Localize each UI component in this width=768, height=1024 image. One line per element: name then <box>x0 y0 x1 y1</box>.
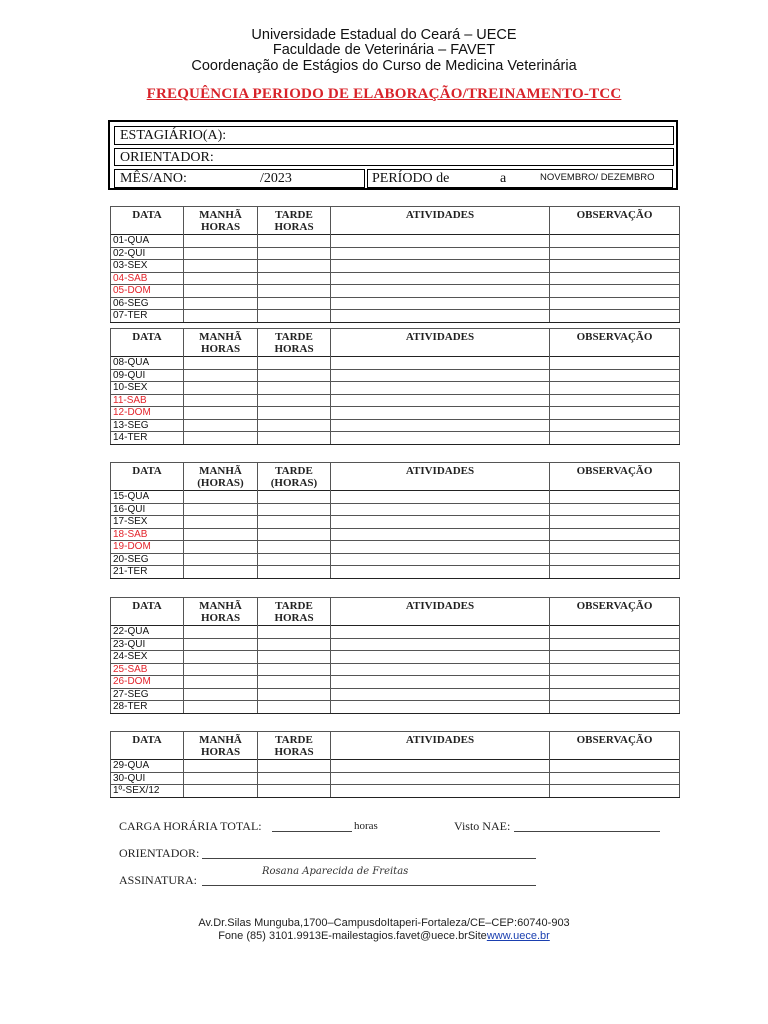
table-header-row <box>111 598 680 626</box>
manha-hours-cell[interactable] <box>184 285 258 298</box>
data-column-header <box>111 207 184 235</box>
table-row <box>111 382 680 395</box>
observacao-cell[interactable] <box>550 760 680 773</box>
day-label: 1º-SEX/12 <box>111 785 184 798</box>
header-label: OBSERVAÇÃO <box>576 209 653 221</box>
day-label: 10-SEX <box>111 382 184 395</box>
manha-hours-cell[interactable] <box>184 772 258 785</box>
manha-column-header <box>184 598 258 626</box>
tarde-hours-cell[interactable] <box>258 272 331 285</box>
tarde-hours-cell[interactable] <box>258 663 331 676</box>
atividades-cell[interactable] <box>331 382 550 395</box>
day-label: 13-SEG <box>111 419 184 432</box>
atividades-cell[interactable] <box>331 566 550 579</box>
atividades-cell[interactable] <box>331 235 550 248</box>
header-label: DATA <box>132 209 162 221</box>
tarde-hours-cell[interactable] <box>258 247 331 260</box>
manha-hours-cell[interactable] <box>184 688 258 701</box>
manha-hours-cell[interactable] <box>184 235 258 248</box>
periodo-a-label: a <box>500 171 507 186</box>
address-line: Av.Dr.Silas Munguba,1700–CampusdoItaperi-Fortaleza/CE–CEP:60740-903 <box>198 917 570 929</box>
faculty-name: Faculdade de Veterinária – FAVET <box>272 42 496 58</box>
periodo-field[interactable] <box>367 169 673 188</box>
table-row <box>111 432 680 445</box>
observacao-cell[interactable] <box>550 407 680 420</box>
manha-hours-cell[interactable] <box>184 432 258 445</box>
manha-hours-cell[interactable] <box>184 272 258 285</box>
manha-hours-cell[interactable] <box>184 491 258 504</box>
atividades-cell[interactable] <box>331 785 550 798</box>
table-row <box>111 760 680 773</box>
day-label: 19-DOM <box>111 541 184 554</box>
manha-hours-cell[interactable] <box>184 516 258 529</box>
header-label: HORAS <box>274 221 314 233</box>
atividades-cell[interactable] <box>331 701 550 714</box>
atividades-cell[interactable] <box>331 310 550 323</box>
table-row <box>111 285 680 298</box>
atividades-cell[interactable] <box>331 357 550 370</box>
table-row <box>111 785 680 798</box>
manha-hours-cell[interactable] <box>184 676 258 689</box>
tarde-hours-cell[interactable] <box>258 369 331 382</box>
header-label: DATA <box>132 734 162 746</box>
tarde-hours-cell[interactable] <box>258 432 331 445</box>
atividades-cell[interactable] <box>331 419 550 432</box>
phone-email: Fone (85) 3101.9913E-mailestagios.favet@uece.brSite <box>218 930 487 942</box>
manha-hours-cell[interactable] <box>184 382 258 395</box>
observacao-column-header <box>550 463 680 491</box>
atividades-column-header <box>331 598 550 626</box>
table-row <box>111 566 680 579</box>
table-row <box>111 394 680 407</box>
observacao-cell[interactable] <box>550 553 680 566</box>
day-label: 01-QUA <box>111 235 184 248</box>
atividades-cell[interactable] <box>331 297 550 310</box>
header-label: HORAS <box>200 221 241 233</box>
week-table <box>110 206 680 323</box>
atividades-cell[interactable] <box>331 407 550 420</box>
day-label: 21-TER <box>111 566 184 579</box>
atividades-cell[interactable] <box>331 516 550 529</box>
table-header-row <box>111 463 680 491</box>
day-label: 23-QUI <box>111 638 184 651</box>
tarde-hours-cell[interactable] <box>258 701 331 714</box>
day-label: 08-QUA <box>111 357 184 370</box>
manha-hours-cell[interactable] <box>184 638 258 651</box>
day-label: 12-DOM <box>111 407 184 420</box>
header-label: OBSERVAÇÃO <box>576 600 653 612</box>
observacao-column-header <box>550 732 680 760</box>
tarde-hours-cell[interactable] <box>258 651 331 664</box>
day-label: 05-DOM <box>111 285 184 298</box>
day-label: 03-SEX <box>111 260 184 273</box>
orientador-input-line[interactable] <box>202 847 536 859</box>
identification-box <box>108 120 678 190</box>
manha-hours-cell[interactable] <box>184 553 258 566</box>
manha-hours-cell[interactable] <box>184 663 258 676</box>
atividades-cell[interactable] <box>331 626 550 639</box>
header-label: TARDE <box>275 331 313 343</box>
observacao-cell[interactable] <box>550 235 680 248</box>
atividades-cell[interactable] <box>331 528 550 541</box>
table-row <box>111 310 680 323</box>
manha-hours-cell[interactable] <box>184 701 258 714</box>
observacao-cell[interactable] <box>550 419 680 432</box>
table-row <box>111 357 680 370</box>
tarde-hours-cell[interactable] <box>258 260 331 273</box>
manha-column-header <box>184 463 258 491</box>
tarde-column-header <box>258 207 331 235</box>
page-title: FREQUÊNCIA PERIODO DE ELABORAÇÃO/TREINAMENTO-TCC <box>146 86 622 102</box>
observacao-column-header <box>550 598 680 626</box>
header-label: ATIVIDADES <box>405 209 475 221</box>
tarde-hours-cell[interactable] <box>258 382 331 395</box>
header-label: (HORAS) <box>270 477 318 489</box>
header-label: MANHÃ <box>199 600 242 612</box>
tarde-hours-cell[interactable] <box>258 785 331 798</box>
manha-column-header <box>184 732 258 760</box>
header-label: OBSERVAÇÃO <box>576 734 653 746</box>
tarde-hours-cell[interactable] <box>258 566 331 579</box>
data-column-header <box>111 598 184 626</box>
atividades-cell[interactable] <box>331 272 550 285</box>
header-label: HORAS <box>274 746 314 758</box>
manha-hours-cell[interactable] <box>184 419 258 432</box>
observacao-cell[interactable] <box>550 638 680 651</box>
manha-hours-cell[interactable] <box>184 369 258 382</box>
observacao-cell[interactable] <box>550 285 680 298</box>
table-row <box>111 235 680 248</box>
manha-hours-cell[interactable] <box>184 260 258 273</box>
estagiario-field[interactable] <box>114 126 674 145</box>
atividades-cell[interactable] <box>331 432 550 445</box>
header-label: HORAS <box>200 343 241 355</box>
manha-hours-cell[interactable] <box>184 297 258 310</box>
assinatura-label: ASSINATURA: <box>119 873 198 887</box>
manha-hours-cell[interactable] <box>184 566 258 579</box>
atividades-cell[interactable] <box>331 676 550 689</box>
observacao-cell[interactable] <box>550 272 680 285</box>
carga-label: CARGA HORÁRIA TOTAL: <box>119 819 262 833</box>
tarde-hours-cell[interactable] <box>258 772 331 785</box>
table-row <box>111 638 680 651</box>
atividades-cell[interactable] <box>331 688 550 701</box>
table-row <box>111 272 680 285</box>
header-label: ATIVIDADES <box>405 600 475 612</box>
day-label: 04-SAB <box>111 272 184 285</box>
handwritten-signature: Rosana Aparecida de Freitas <box>262 866 409 877</box>
table-row <box>111 407 680 420</box>
day-label: 20-SEG <box>111 553 184 566</box>
header-label: TARDE <box>275 209 313 221</box>
day-label: 28-TER <box>111 701 184 714</box>
tarde-column-header <box>258 732 331 760</box>
atividades-cell[interactable] <box>331 772 550 785</box>
header-label: (HORAS) <box>197 477 244 489</box>
atividades-cell[interactable] <box>331 285 550 298</box>
atividades-column-header <box>331 329 550 357</box>
tarde-hours-cell[interactable] <box>258 503 331 516</box>
manha-hours-cell[interactable] <box>184 760 258 773</box>
day-label: 17-SEX <box>111 516 184 529</box>
day-label: 06-SEG <box>111 297 184 310</box>
atividades-cell[interactable] <box>331 541 550 554</box>
tarde-hours-cell[interactable] <box>258 638 331 651</box>
tarde-hours-cell[interactable] <box>258 676 331 689</box>
header-label: ATIVIDADES <box>405 734 475 746</box>
tarde-hours-cell[interactable] <box>258 553 331 566</box>
day-label: 29-QUA <box>111 760 184 773</box>
header-label: MANHÃ <box>199 331 242 343</box>
atividades-cell[interactable] <box>331 260 550 273</box>
atividades-cell[interactable] <box>331 491 550 504</box>
observacao-cell[interactable] <box>550 247 680 260</box>
tarde-hours-cell[interactable] <box>258 235 331 248</box>
manha-hours-cell[interactable] <box>184 247 258 260</box>
day-label: 18-SAB <box>111 528 184 541</box>
day-label: 30-QUI <box>111 772 184 785</box>
tarde-hours-cell[interactable] <box>258 688 331 701</box>
header-label: OBSERVAÇÃO <box>576 465 653 477</box>
site-link[interactable]: www.uece.br <box>486 930 550 942</box>
tarde-hours-cell[interactable] <box>258 491 331 504</box>
observacao-cell[interactable] <box>550 626 680 639</box>
tarde-hours-cell[interactable] <box>258 760 331 773</box>
tarde-hours-cell[interactable] <box>258 528 331 541</box>
manha-hours-cell[interactable] <box>184 541 258 554</box>
observacao-cell[interactable] <box>550 260 680 273</box>
observacao-cell[interactable] <box>550 516 680 529</box>
manha-hours-cell[interactable] <box>184 310 258 323</box>
tarde-hours-cell[interactable] <box>258 297 331 310</box>
observacao-column-header <box>550 207 680 235</box>
observacao-cell[interactable] <box>550 688 680 701</box>
day-label: 11-SAB <box>111 394 184 407</box>
visto-label: Visto NAE: <box>454 819 511 833</box>
day-label: 27-SEG <box>111 688 184 701</box>
manha-hours-cell[interactable] <box>184 503 258 516</box>
observacao-cell[interactable] <box>550 357 680 370</box>
header-label: DATA <box>132 600 162 612</box>
visto-input-line[interactable] <box>514 820 660 832</box>
table-row <box>111 369 680 382</box>
atividades-column-header <box>331 463 550 491</box>
day-label: 26-DOM <box>111 676 184 689</box>
table-header-row <box>111 207 680 235</box>
header-label: HORAS <box>200 746 241 758</box>
tarde-column-header <box>258 329 331 357</box>
observacao-cell[interactable] <box>550 297 680 310</box>
day-label: 02-QUI <box>111 247 184 260</box>
observacao-cell[interactable] <box>550 369 680 382</box>
table-row <box>111 676 680 689</box>
manha-hours-cell[interactable] <box>184 394 258 407</box>
data-column-header <box>111 732 184 760</box>
mes-ano-field[interactable] <box>114 169 365 188</box>
tarde-hours-cell[interactable] <box>258 626 331 639</box>
week-table <box>110 731 680 798</box>
table-header-row <box>111 329 680 357</box>
day-label: 22-QUA <box>111 626 184 639</box>
observacao-cell[interactable] <box>550 310 680 323</box>
week-table <box>110 462 680 579</box>
estagiario-label: ESTAGIÁRIO(A): <box>120 128 227 143</box>
observacao-cell[interactable] <box>550 701 680 714</box>
table-row <box>111 247 680 260</box>
atividades-cell[interactable] <box>331 663 550 676</box>
data-column-header <box>111 329 184 357</box>
table-row <box>111 701 680 714</box>
observacao-cell[interactable] <box>550 432 680 445</box>
tarde-hours-cell[interactable] <box>258 541 331 554</box>
data-column-header <box>111 463 184 491</box>
tarde-column-header <box>258 598 331 626</box>
table-row <box>111 553 680 566</box>
header-label: DATA <box>132 465 162 477</box>
day-label: 25-SAB <box>111 663 184 676</box>
header-label: ATIVIDADES <box>405 465 475 477</box>
table-row <box>111 260 680 273</box>
observacao-cell[interactable] <box>550 541 680 554</box>
header-label: ATIVIDADES <box>405 331 475 343</box>
university-name: Universidade Estadual do Ceará – UECE <box>251 27 517 43</box>
header-label: HORAS <box>200 612 241 624</box>
atividades-cell[interactable] <box>331 651 550 664</box>
atividades-cell[interactable] <box>331 247 550 260</box>
observacao-column-header <box>550 329 680 357</box>
tarde-hours-cell[interactable] <box>258 357 331 370</box>
tarde-hours-cell[interactable] <box>258 394 331 407</box>
orientador-label: ORIENTADOR: <box>120 150 214 165</box>
atividades-cell[interactable] <box>331 553 550 566</box>
observacao-cell[interactable] <box>550 676 680 689</box>
table-row <box>111 772 680 785</box>
tarde-hours-cell[interactable] <box>258 407 331 420</box>
week-table <box>110 597 680 714</box>
day-label: 24-SEX <box>111 651 184 664</box>
table-row <box>111 297 680 310</box>
mes-ano-label: MÊS/ANO: <box>120 171 187 186</box>
day-label: 16-QUI <box>111 503 184 516</box>
manha-hours-cell[interactable] <box>184 626 258 639</box>
header-label: HORAS <box>274 343 314 355</box>
manha-hours-cell[interactable] <box>184 785 258 798</box>
manha-column-header <box>184 329 258 357</box>
table-row <box>111 688 680 701</box>
tarde-hours-cell[interactable] <box>258 310 331 323</box>
table-header-row <box>111 732 680 760</box>
carga-input-line[interactable] <box>272 820 352 832</box>
manha-hours-cell[interactable] <box>184 651 258 664</box>
observacao-cell[interactable] <box>550 651 680 664</box>
table-row <box>111 626 680 639</box>
year-value: /2023 <box>260 171 292 186</box>
table-row <box>111 491 680 504</box>
manha-hours-cell[interactable] <box>184 528 258 541</box>
table-row <box>111 516 680 529</box>
header-label: OBSERVAÇÃO <box>576 331 653 343</box>
observacao-cell[interactable] <box>550 382 680 395</box>
header-label: TARDE <box>275 600 313 612</box>
tarde-column-header <box>258 463 331 491</box>
header-label: MANHÃ <box>199 734 242 746</box>
table-row <box>111 651 680 664</box>
table-row <box>111 528 680 541</box>
coordination-name: Coordenação de Estágios do Curso de Medicina Veterinária <box>191 58 577 74</box>
day-label: 15-QUA <box>111 491 184 504</box>
contact-line <box>0 930 768 942</box>
observacao-cell[interactable] <box>550 663 680 676</box>
atividades-column-header <box>331 207 550 235</box>
atividades-cell[interactable] <box>331 760 550 773</box>
horas-label: horas <box>354 820 378 832</box>
table-row <box>111 419 680 432</box>
manha-hours-cell[interactable] <box>184 407 258 420</box>
observacao-cell[interactable] <box>550 566 680 579</box>
observacao-cell[interactable] <box>550 491 680 504</box>
observacao-cell[interactable] <box>550 394 680 407</box>
atividades-cell[interactable] <box>331 503 550 516</box>
day-label: 14-TER <box>111 432 184 445</box>
atividades-cell[interactable] <box>331 369 550 382</box>
orientador-field[interactable] <box>114 148 674 166</box>
tarde-hours-cell[interactable] <box>258 419 331 432</box>
months-value: NOVEMBRO/ DEZEMBRO <box>540 172 655 183</box>
table-row <box>111 541 680 554</box>
atividades-column-header <box>331 732 550 760</box>
atividades-cell[interactable] <box>331 638 550 651</box>
header-label: TARDE <box>275 734 313 746</box>
header-label: MANHÃ <box>199 465 242 477</box>
day-label: 07-TER <box>111 310 184 323</box>
periodo-label: PERÍODO de <box>372 171 450 186</box>
header-label: MANHÃ <box>199 209 242 221</box>
observacao-cell[interactable] <box>550 772 680 785</box>
day-label: 09-QUI <box>111 369 184 382</box>
atividades-cell[interactable] <box>331 394 550 407</box>
footer-orientador-label: ORIENTADOR: <box>119 846 200 860</box>
tarde-hours-cell[interactable] <box>258 516 331 529</box>
observacao-cell[interactable] <box>550 528 680 541</box>
table-row <box>111 663 680 676</box>
manha-column-header <box>184 207 258 235</box>
week-table <box>110 328 680 445</box>
header-label: DATA <box>132 331 162 343</box>
table-row <box>111 503 680 516</box>
manha-hours-cell[interactable] <box>184 357 258 370</box>
header-label: TARDE <box>275 465 313 477</box>
observacao-cell[interactable] <box>550 785 680 798</box>
observacao-cell[interactable] <box>550 503 680 516</box>
tarde-hours-cell[interactable] <box>258 285 331 298</box>
header-label: HORAS <box>274 612 314 624</box>
